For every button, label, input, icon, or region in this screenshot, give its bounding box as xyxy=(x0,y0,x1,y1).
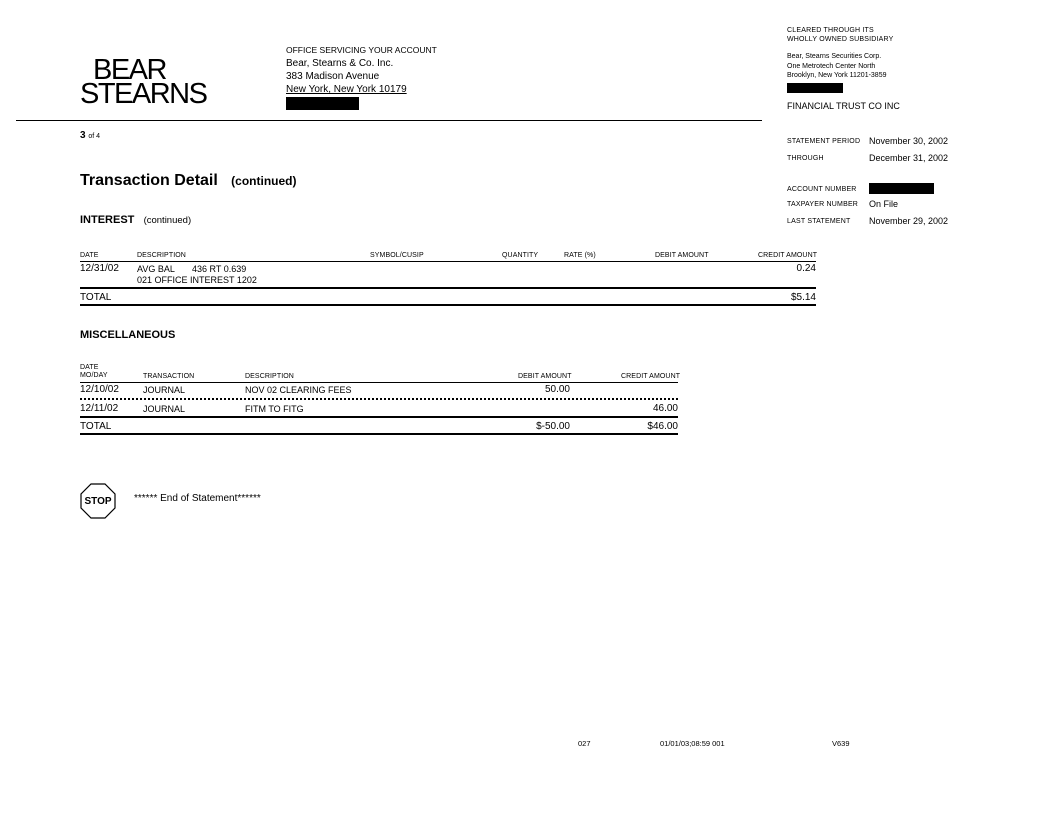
misc-total-rule-top xyxy=(80,416,678,418)
interest-row-desc2: 021 OFFICE INTEREST 1202 xyxy=(137,275,257,285)
interest-header-credit: CREDIT AMOUNT xyxy=(758,252,818,259)
taxpayer-value: On File xyxy=(869,199,899,209)
clearing-address2: Brooklyn, New York 11201-3859 xyxy=(787,72,887,79)
cleared-through xyxy=(787,26,894,44)
logo-line2: STEARNS xyxy=(80,78,207,110)
last-statement-value: November 29, 2002 xyxy=(869,216,949,226)
clearing-corp xyxy=(787,52,887,96)
misc-row1-transaction: JOURNAL xyxy=(143,385,186,395)
interest-heading xyxy=(80,214,191,226)
office-address xyxy=(286,44,437,114)
misc-row2-transaction: JOURNAL xyxy=(143,404,186,414)
footer-code3: V639 xyxy=(832,739,850,748)
end-of-statement: ****** End of Statement****** xyxy=(134,493,261,504)
misc-row2-date: 12/11/02 xyxy=(80,403,119,414)
bear-stearns-logo xyxy=(80,54,207,110)
interest-header-debit: DEBIT AMOUNT xyxy=(655,252,709,259)
clearing-address1: One Metrotech Center North xyxy=(787,62,876,70)
misc-header-transaction: TRANSACTION xyxy=(143,373,195,380)
misc-row-separator xyxy=(80,398,678,400)
interest-row-credit: 0.24 xyxy=(796,263,816,274)
footer-code1: 027 xyxy=(578,739,591,748)
interest-title: INTEREST xyxy=(80,214,135,226)
interest-total-rule-top xyxy=(80,287,816,289)
interest-header-symbol: SYMBOL/CUSIP xyxy=(370,252,424,259)
office-name: Bear, Stearns & Co. Inc. xyxy=(286,58,394,69)
page-title xyxy=(80,172,297,190)
misc-total-debit: $-50.00 xyxy=(536,421,570,432)
account-name: FINANCIAL TRUST CO INC xyxy=(787,101,900,111)
misc-total-credit: $46.00 xyxy=(647,421,678,432)
misc-header-date2: MO/DAY xyxy=(80,372,108,379)
interest-header-rate: RATE (%) xyxy=(564,252,596,259)
misc-row1-debit: 50.00 xyxy=(544,384,570,395)
interest-header-quantity: QUANTITY xyxy=(502,252,539,259)
misc-total-rule-bottom xyxy=(80,433,678,435)
page-total: of 4 xyxy=(88,133,101,140)
interest-row-desc1a: AVG BAL xyxy=(137,264,175,274)
redaction-block xyxy=(286,97,359,110)
interest-header-date: DATE xyxy=(80,252,99,259)
account-number-redacted xyxy=(869,183,934,194)
misc-heading: MISCELLANEOUS xyxy=(80,329,176,341)
through-label: THROUGH xyxy=(787,155,824,162)
redaction-block xyxy=(787,83,843,93)
office-heading: OFFICE SERVICING YOUR ACCOUNT xyxy=(286,45,437,55)
statement-period-value: November 30, 2002 xyxy=(869,136,949,146)
interest-row-desc1b: 436 RT 0.639 xyxy=(192,264,247,274)
misc-row2-description: FITM TO FITG xyxy=(245,404,304,414)
stop-sign-icon xyxy=(80,483,116,519)
last-statement-label: LAST STATEMENT xyxy=(787,218,851,225)
misc-header-date xyxy=(80,364,108,380)
footer-code2: 01/01/03;08:59 001 xyxy=(660,739,725,748)
interest-header-description: DESCRIPTION xyxy=(137,252,186,259)
through-value: December 31, 2002 xyxy=(869,153,949,163)
misc-total-label: TOTAL xyxy=(80,421,112,432)
interest-row-date: 12/31/02 xyxy=(80,263,119,274)
interest-header-rule xyxy=(80,261,816,262)
account-number-label: ACCOUNT NUMBER xyxy=(787,186,857,193)
header-divider xyxy=(16,120,762,121)
cleared-line1: CLEARED THROUGH ITS xyxy=(787,27,874,34)
title-sub: (continued) xyxy=(231,174,297,188)
stop-sign-label: STOP xyxy=(84,496,112,507)
misc-header-debit: DEBIT AMOUNT xyxy=(518,373,572,380)
statement-period-label: STATEMENT PERIOD xyxy=(787,138,861,145)
interest-total-label: TOTAL xyxy=(80,292,112,303)
misc-row1-date: 12/10/02 xyxy=(80,384,119,395)
logo-line1: BEAR xyxy=(93,54,166,86)
cleared-line2: WHOLLY OWNED SUBSIDIARY xyxy=(787,36,894,43)
office-street: 383 Madison Avenue xyxy=(286,71,380,82)
interest-total-rule-bottom xyxy=(80,304,816,306)
office-city: New York, New York 10179 xyxy=(286,84,407,95)
interest-total-value: $5.14 xyxy=(790,292,816,303)
misc-header-date1: DATE xyxy=(80,364,99,371)
clearing-corp-name: Bear, Stearns Securities Corp. xyxy=(787,53,882,60)
misc-header-credit: CREDIT AMOUNT xyxy=(621,373,681,380)
page-number xyxy=(80,130,100,141)
misc-header-description: DESCRIPTION xyxy=(245,373,294,380)
misc-header-rule xyxy=(80,382,678,383)
misc-row1-description: NOV 02 CLEARING FEES xyxy=(245,385,352,395)
page-current: 3 xyxy=(80,130,86,141)
taxpayer-label: TAXPAYER NUMBER xyxy=(787,201,859,208)
title-main: Transaction Detail xyxy=(80,172,218,189)
misc-row2-credit: 46.00 xyxy=(652,403,678,414)
interest-sub: (continued) xyxy=(143,215,192,226)
